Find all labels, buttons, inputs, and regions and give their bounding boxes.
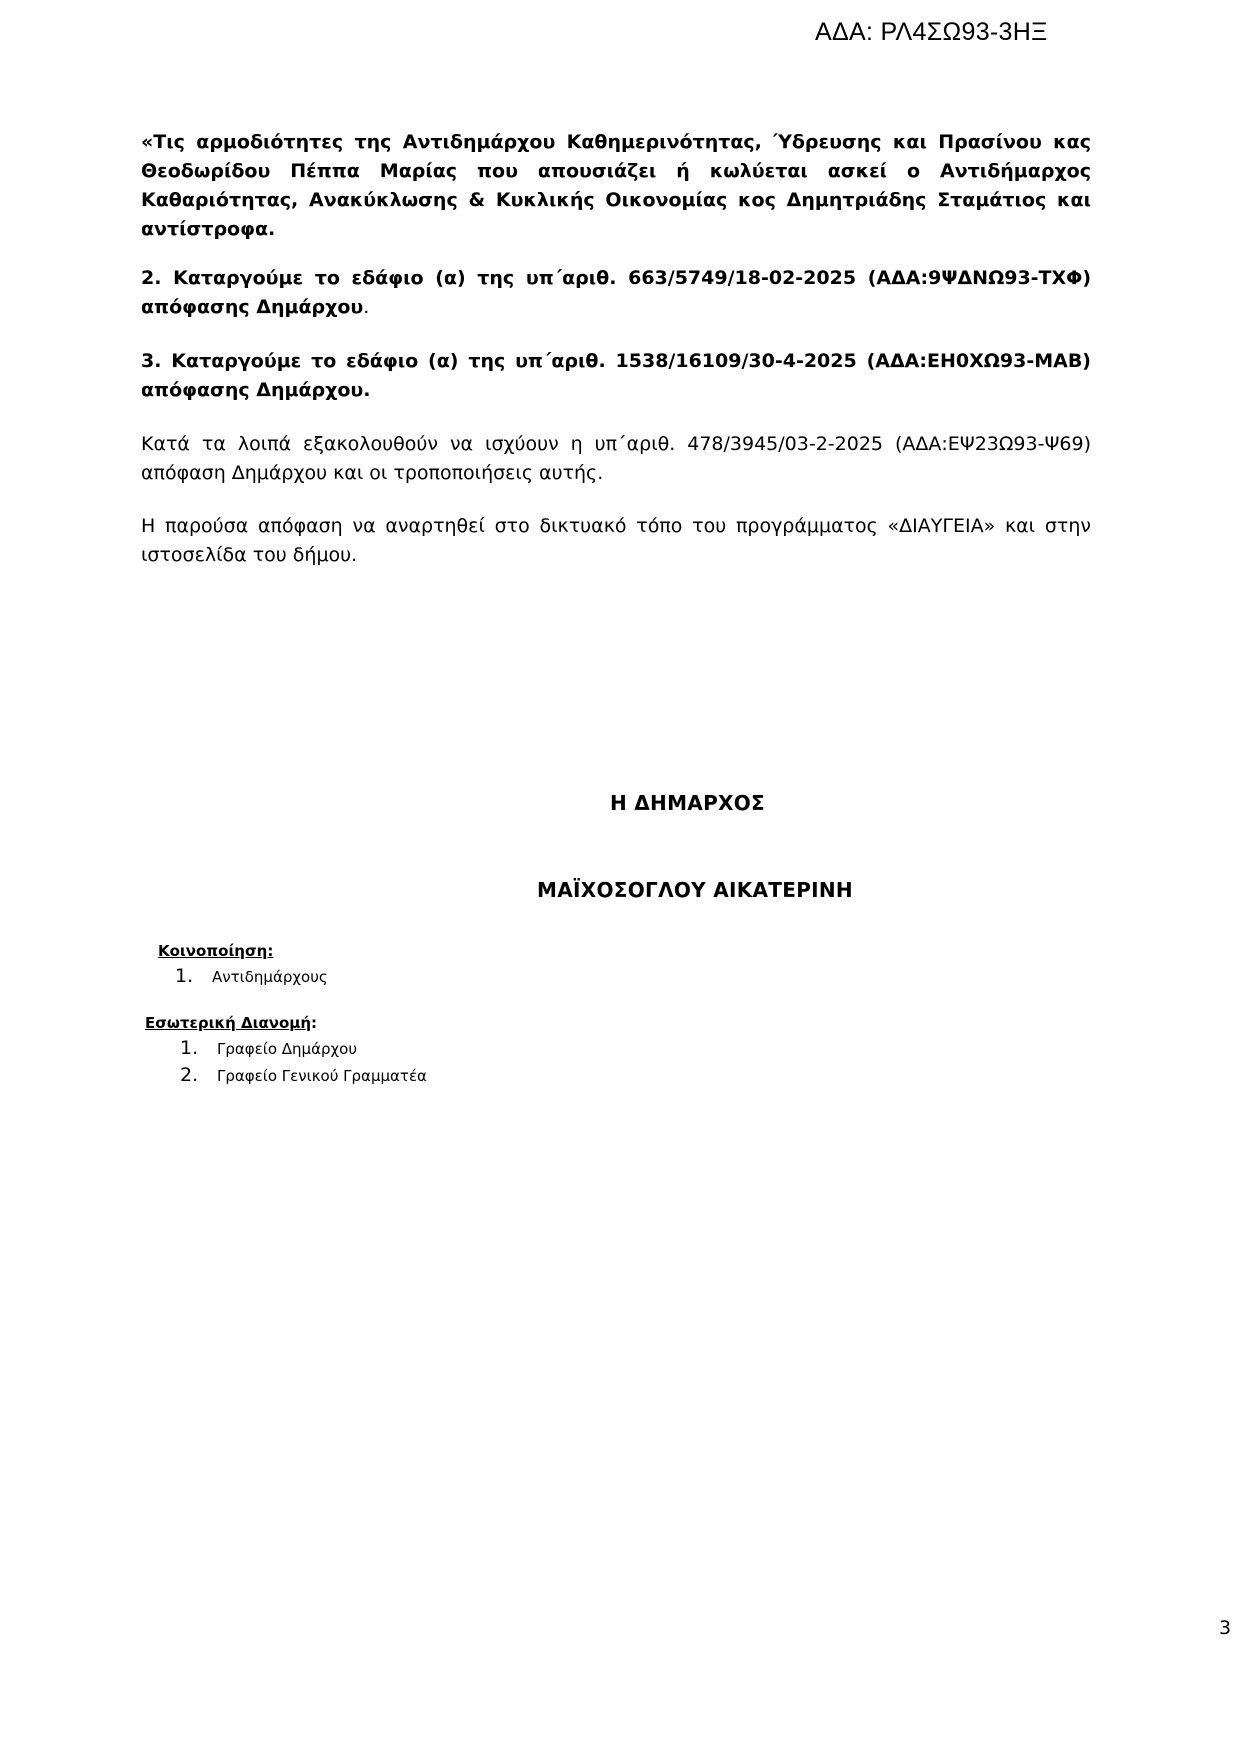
list-item-text: Γραφείο Δημάρχου [217, 1040, 358, 1058]
list-item [180, 1037, 427, 1064]
signature-name: ΜΑΪΧΟΣΟΓΛΟΥ ΑΙΚΑΤΕΡΙΝΗ [537, 878, 853, 902]
paragraph-repeal-item-2-end: . [363, 296, 370, 318]
page-number: 3 [1219, 1617, 1232, 1639]
distribution-heading-colon: : [311, 1014, 318, 1032]
paragraph-publication: Η παρούσα απόφαση να αναρτηθεί στο δικτυακό τόπο του προγράμματος «ΔΙΑΥΓΕΙΑ» και στην ιστοσελίδα του δήμου. [141, 515, 1091, 566]
notification-list [175, 965, 328, 992]
paragraph-deputy-responsibilities: «Τις αρμοδιότητες της Αντιδημάρχου Καθημερινότητας, Ύδρευσης και Πρασίνου κας Θεοδωρίδου Πέππα Μαρίας που απουσιάζει ή κωλύεται ασκεί ο Αντιδήμαρχος Καθαριότητας, Ανακύκλωσης & Κυκλικής Οικονομίας κος Δημητριάδης Σταμάτιος και αντίστροφα. [141, 131, 1091, 240]
paragraph-repeal-item-3: 3. Καταργούμε το εδάφιο (α) της υπ΄αριθ. 1538/16109/30-4-2025 (ΑΔΑ:ΕΗ0ΧΩ93-ΜΑΒ) απόφασης Δημάρχου. [141, 350, 1091, 401]
signature-title: Η ΔΗΜΑΡΧΟΣ [609, 791, 766, 815]
distribution-heading [145, 1014, 317, 1032]
list-item-number: 2. [180, 1064, 199, 1086]
distribution-list [180, 1037, 427, 1091]
ada-code: ΑΔΑ: ΡΛ4ΣΩ93-3ΗΞ [815, 18, 1048, 46]
list-item-text: Γραφείο Γενικού Γραμματέα [217, 1067, 427, 1085]
list-item-number: 1. [180, 1037, 199, 1059]
list-item [180, 1064, 427, 1091]
list-item-number: 1. [175, 965, 194, 987]
distribution-heading-text: Εσωτερική Διανομή [145, 1014, 312, 1032]
list-item [175, 965, 328, 992]
list-item-text: Αντιδημάρχους [212, 968, 328, 986]
paragraph-repeal-item-2-text: 2. Καταργούμε το εδάφιο (α) της υπ΄αριθ. 663/5749/18-02-2025 (ΑΔΑ:9ΨΔΝΩ93-ΤΧΦ) απόφασης Δημάρχου [141, 267, 1091, 318]
notification-heading: Κοινοποίηση: [158, 942, 274, 960]
paragraph-repeal-item-2 [141, 264, 1091, 322]
paragraph-remaining-valid: Κατά τα λοιπά εξακολουθούν να ισχύουν η υπ΄αριθ. 478/3945/03-2-2025 (ΑΔΑ:ΕΨ23Ω93-Ψ69) απόφαση Δημάρχου και οι τροποποιήσεις αυτής. [141, 433, 1091, 484]
